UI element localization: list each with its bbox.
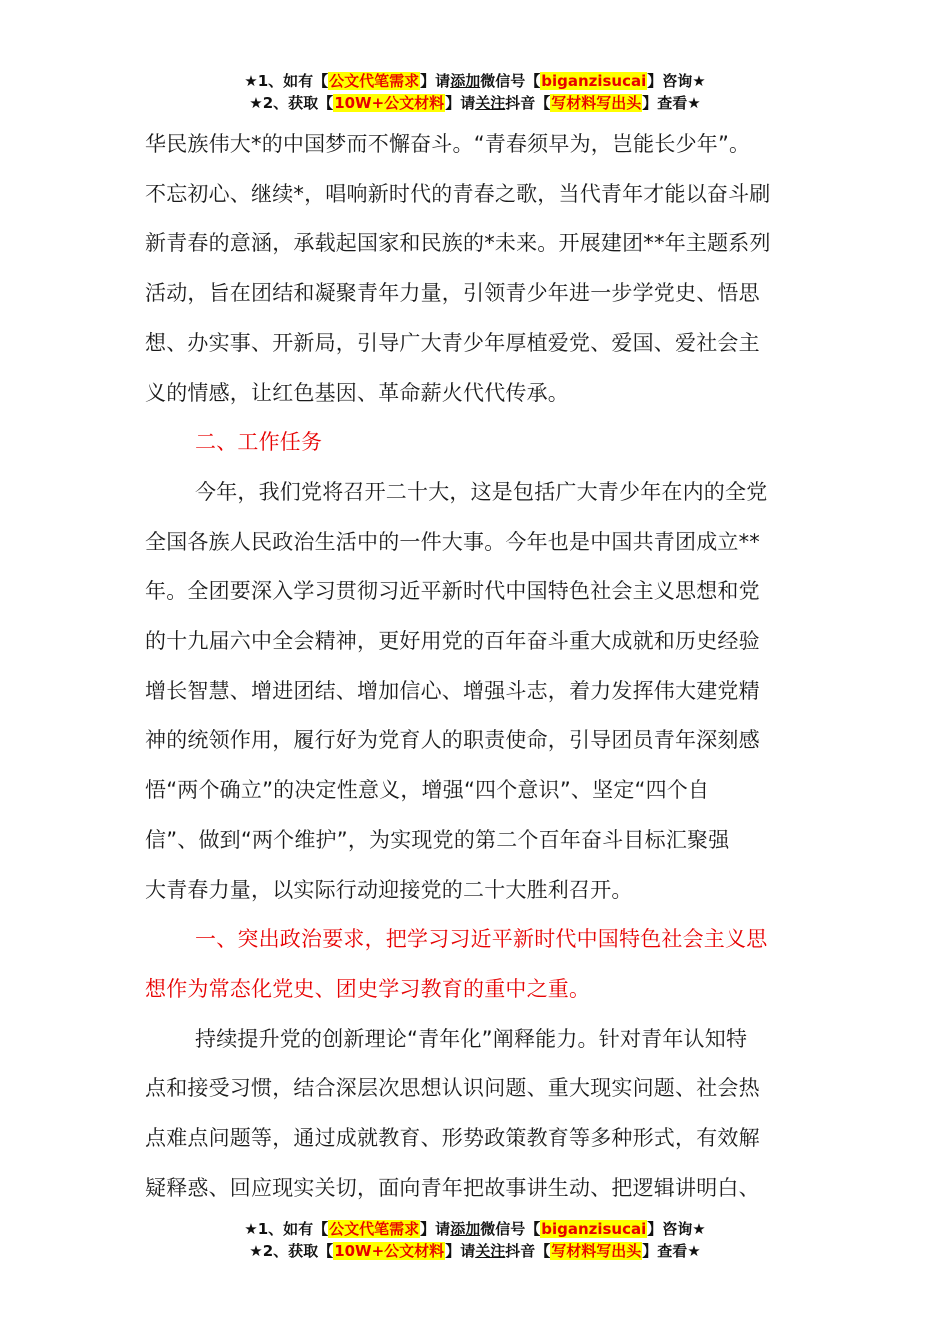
text-line: 全国各族人民政治生活中的一件大事。今年也是中国共青团成立** <box>145 529 760 554</box>
subsection-heading <box>145 915 805 1014</box>
text-line: 活动，旨在团结和凝聚青年力量，引领青少年进一步学党史、悟思 <box>145 281 760 306</box>
text-line: 华民族伟大*的中国梦而不懈奋斗。“青春须早为，岂能长少年”。 <box>145 132 751 156</box>
footer-banner <box>0 1218 950 1262</box>
banner-line-2 <box>0 92 950 114</box>
banner-line-1 <box>0 1218 950 1240</box>
banner-line-2 <box>0 1240 950 1262</box>
text-line: 今年，我们党将召开二十大，这是包括广大青少年在内的全党 <box>195 479 768 504</box>
text-line: 的十九届六中全会精神，更好用党的百年奋斗重大成就和历史经验 <box>145 629 760 654</box>
banner-text: 抖音【 <box>505 94 551 112</box>
text-line: 增长智慧、增进团结、增加信心、增强斗志，着力发挥伟大建党精 <box>145 678 760 703</box>
text-line: 大青春力量，以实际行动迎接党的二十大胜利召开。 <box>145 877 633 902</box>
banner-text: 微信号【 <box>480 1220 541 1238</box>
banner-highlight-douyin: 写材料写出头 <box>551 1242 642 1260</box>
text-line: 想、办实事、开新局，引导广大青少年厚植爱党、爱国、爱社会主 <box>145 330 760 355</box>
section-heading <box>145 418 805 468</box>
heading-text: 想作为常态化党史、团史学习教育的重中之重。 <box>145 976 591 1001</box>
banner-line-1 <box>0 70 950 92</box>
text-line: 年。全团要深入学习贯彻习近平新时代中国特色社会主义思想和党 <box>145 579 760 604</box>
banner-underlined: 添加 <box>450 72 481 90</box>
banner-text: 抖音【 <box>505 1242 551 1260</box>
banner-highlight-wechat: biganzisucai <box>541 1220 647 1238</box>
banner-underlined: 关注 <box>475 1242 506 1260</box>
text-line: 疑释惑、回应现实关切，面向青年把故事讲生动、把逻辑讲明白、 <box>145 1175 760 1200</box>
banner-text: ★2、获取【 <box>249 1242 334 1260</box>
heading-text: 一、突出政治要求，把学习习近平新时代中国特色社会主义思 <box>195 927 768 952</box>
text-line: 新青春的意涵，承载起国家和民族的*未来。开展建团**年主题系列 <box>145 231 771 256</box>
header-banner <box>0 70 950 114</box>
document-body <box>145 120 805 1213</box>
banner-highlight: 10W+公文材料 <box>334 94 445 112</box>
banner-text: 】请 <box>420 72 451 90</box>
banner-highlight-wechat: biganzisucai <box>541 72 647 90</box>
banner-text: ★2、获取【 <box>249 94 334 112</box>
banner-text: ★1、如有【 <box>244 1220 329 1238</box>
banner-text: 】请 <box>445 1242 476 1260</box>
banner-text: 】查看★ <box>642 94 701 112</box>
banner-highlight: 公文代笔需求 <box>329 72 420 90</box>
banner-text: 微信号【 <box>480 72 541 90</box>
text-line: 不忘初心、继续*，唱响新时代的青春之歌，当代青年才能以奋斗刷 <box>145 181 771 206</box>
paragraph-theory <box>145 1015 805 1214</box>
banner-text: 】咨询★ <box>647 1220 706 1238</box>
text-line: 点和接受习惯，结合深层次思想认识问题、重大现实问题、社会热 <box>145 1076 760 1101</box>
text-line: 义的情感，让红色基因、革命薪火代代传承。 <box>145 380 569 405</box>
banner-text: 】请 <box>420 1220 451 1238</box>
text-line: 悟“两个确立”的决定性意义，增强“四个意识”、坚定“四个自 <box>145 778 710 803</box>
banner-highlight: 公文代笔需求 <box>329 1220 420 1238</box>
banner-text: 】咨询★ <box>647 72 706 90</box>
banner-text: 】查看★ <box>642 1242 701 1260</box>
text-line: 持续提升党的创新理论“青年化”阐释能力。针对青年认知特 <box>195 1026 748 1051</box>
banner-highlight-douyin: 写材料写出头 <box>551 94 642 112</box>
heading-text: 二、工作任务 <box>195 430 323 455</box>
paragraph-tasks <box>145 468 805 915</box>
paragraph-intro <box>145 120 805 418</box>
banner-underlined: 关注 <box>475 94 506 112</box>
banner-underlined: 添加 <box>450 1220 481 1238</box>
text-line: 信”、做到“两个维护”，为实现党的第二个百年奋斗目标汇聚强 <box>145 827 730 852</box>
text-line: 神的统领作用，履行好为党育人的职责使命，引导团员青年深刻感 <box>145 728 760 753</box>
banner-highlight: 10W+公文材料 <box>334 1242 445 1260</box>
banner-text: 】请 <box>445 94 476 112</box>
text-line: 点难点问题等，通过成就教育、形势政策教育等多种形式，有效解 <box>145 1126 760 1151</box>
banner-text: ★1、如有【 <box>244 72 329 90</box>
